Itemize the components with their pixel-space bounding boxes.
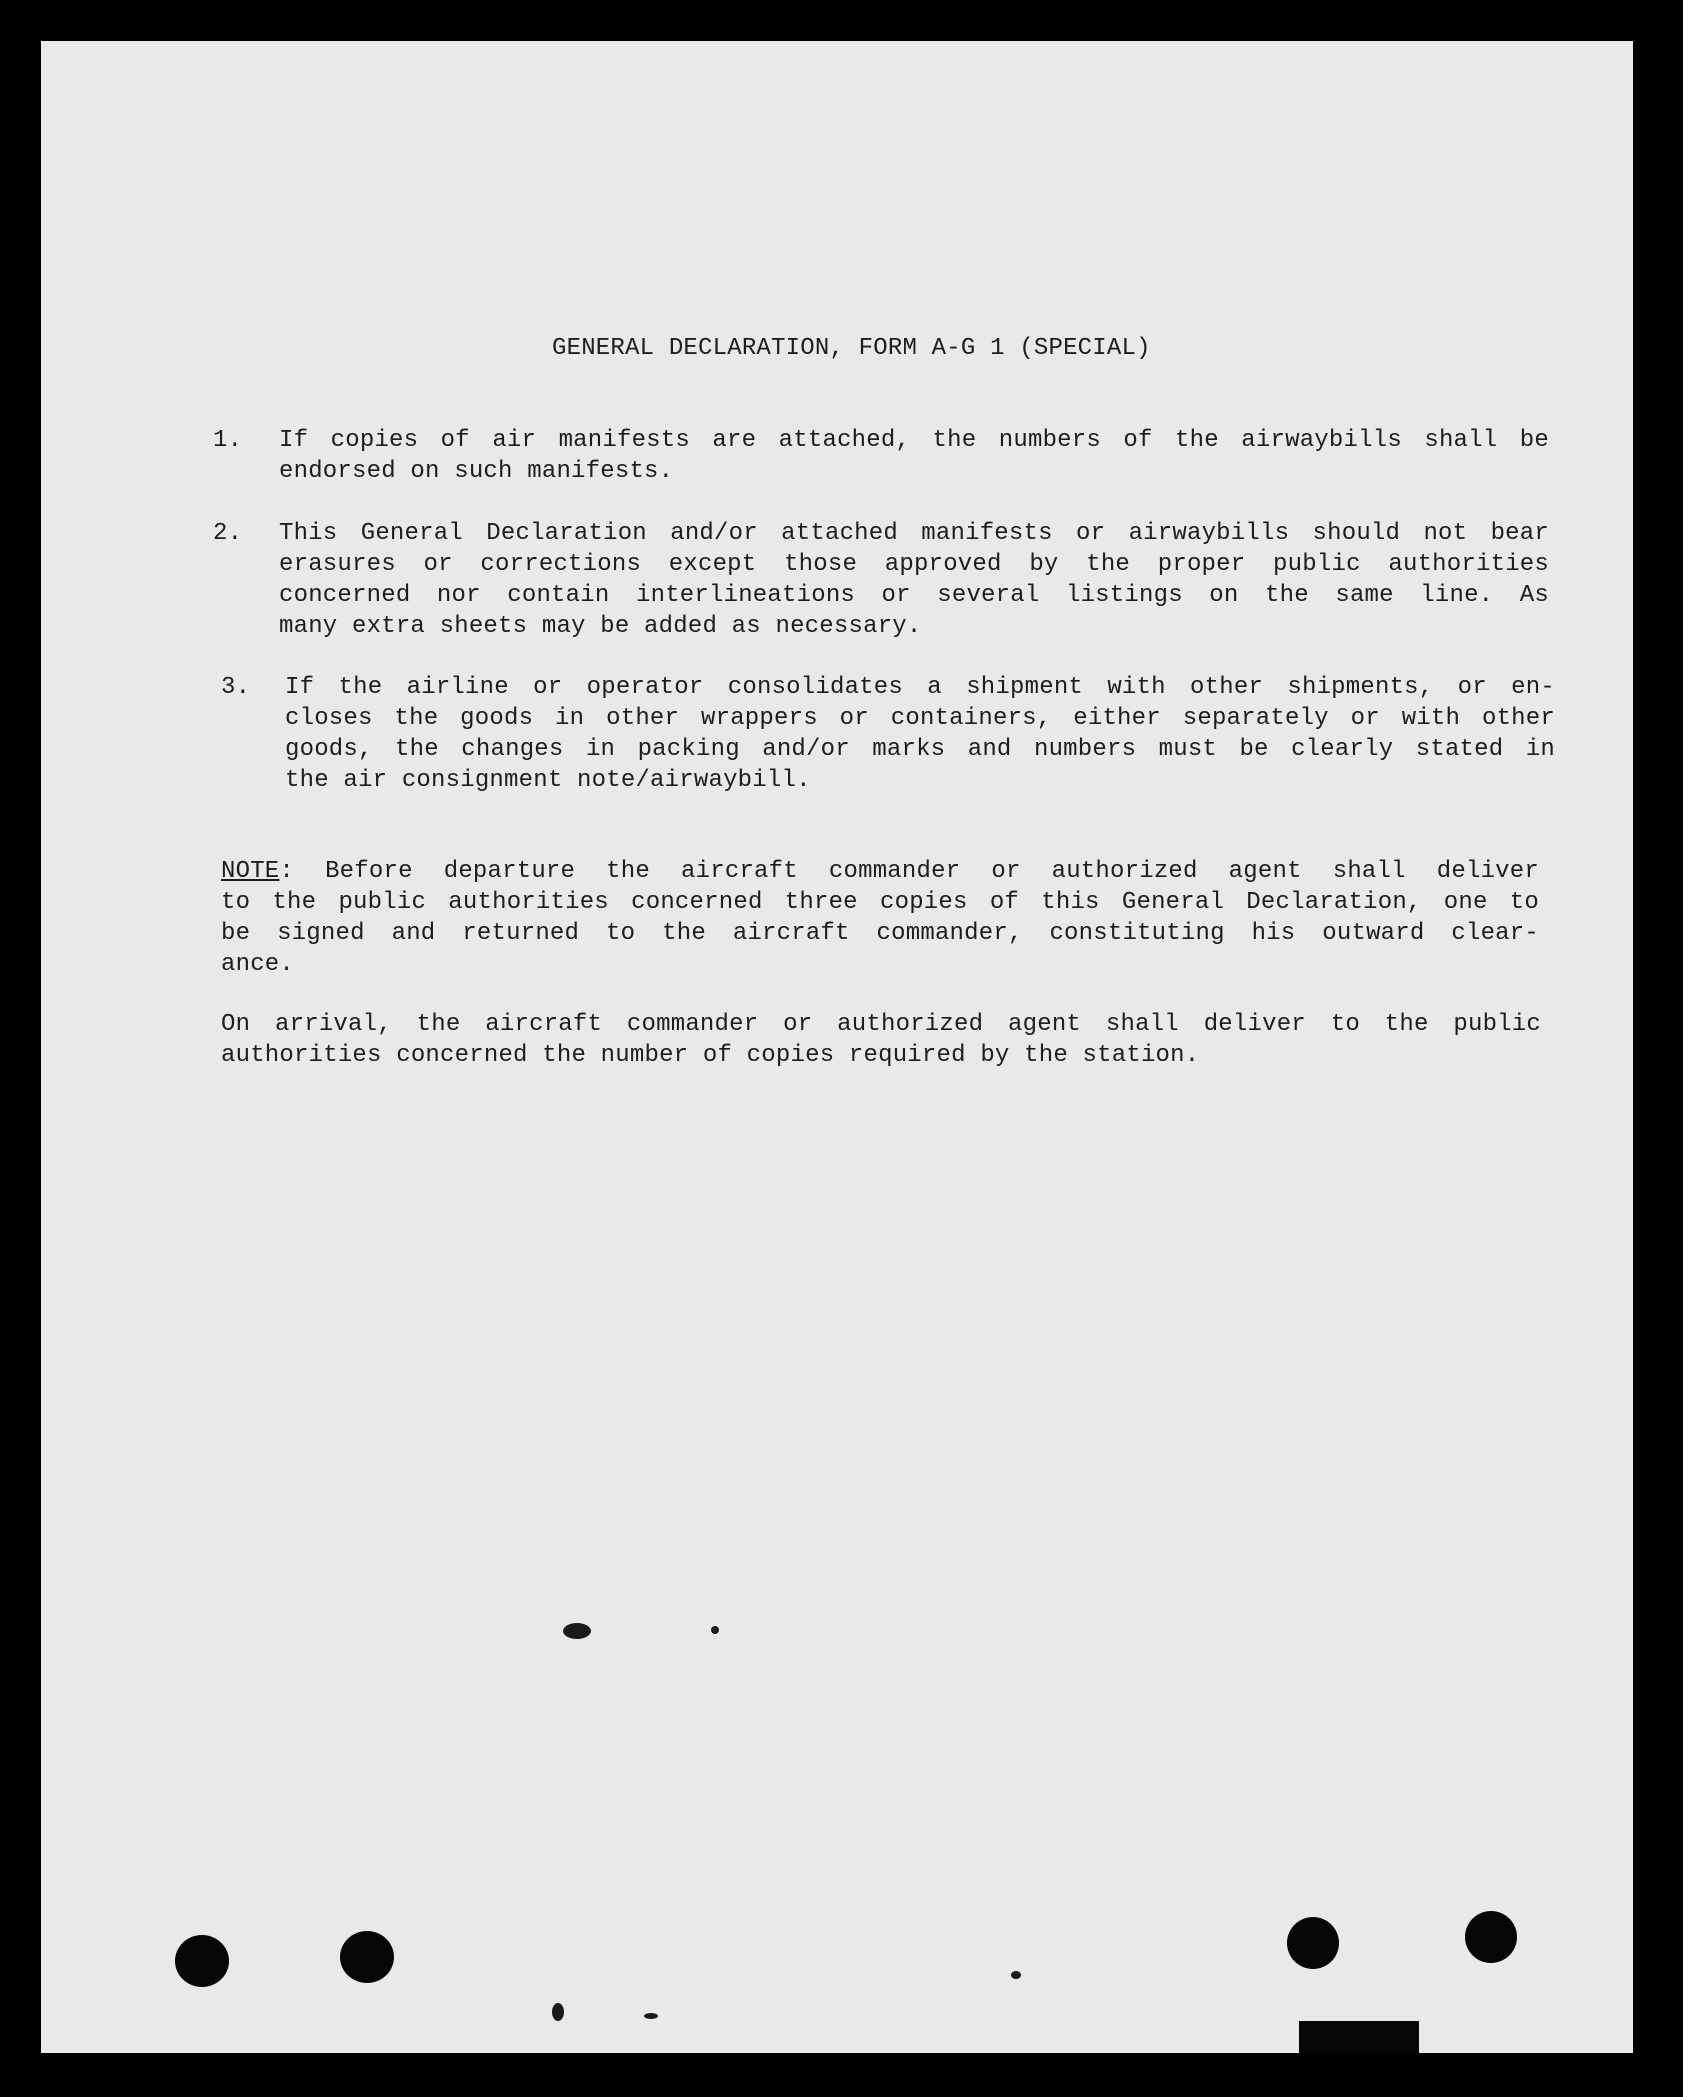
- item-line: This General Declaration and/or attached manifests or airwaybills should not bear: [279, 520, 1549, 547]
- list-item: [213, 425, 1549, 489]
- scan-edge-mark-icon: [1299, 2021, 1419, 2053]
- punch-hole-icon: [1465, 1911, 1517, 1963]
- item-line: erasures or corrections except those approved by the proper public authorities: [279, 551, 1549, 578]
- note-line: to the public authorities concerned three copies of this General Declaration, one to: [221, 889, 1539, 916]
- item-line: endorsed on such manifests.: [279, 458, 674, 485]
- note-line: : Before departure the aircraft commander or authorized agent shall deliver: [279, 858, 1539, 885]
- punch-hole-icon: [175, 1935, 229, 1987]
- arrival-line: On arrival, the aircraft commander or authorized agent shall deliver to the public: [221, 1011, 1541, 1038]
- note-label: NOTE: [221, 858, 280, 885]
- item-line: concerned nor contain interlineations or several listings on the same line. As: [279, 582, 1549, 609]
- item-number: 3.: [221, 674, 251, 701]
- item-number: 1.: [213, 427, 243, 454]
- item-line: closes the goods in other wrappers or containers, either separately or with other: [285, 705, 1555, 732]
- note-line: ance.: [221, 951, 295, 978]
- arrival-paragraph: [221, 1009, 1541, 1071]
- item-line: many extra sheets may be added as necessary.: [279, 613, 922, 640]
- item-line: the air consignment note/airwaybill.: [285, 767, 811, 794]
- item-line: If copies of air manifests are attached, the numbers of the airwaybills shall be: [279, 427, 1549, 454]
- item-number: 2.: [213, 520, 243, 547]
- item-text: [279, 425, 1549, 487]
- note-first-line: [221, 856, 1539, 887]
- document-page: [41, 41, 1633, 2053]
- item-text: [279, 518, 1549, 642]
- note-line: be signed and returned to the aircraft commander, constituting his outward clear-: [221, 920, 1539, 947]
- item-line: goods, the changes in packing and/or marks and numbers must be clearly stated in: [285, 736, 1555, 763]
- item-text: [285, 672, 1555, 796]
- item-line: If the airline or operator consolidates a shipment with other shipments, or en-: [285, 674, 1555, 701]
- ink-speck-icon: [552, 2003, 564, 2021]
- punch-hole-icon: [340, 1931, 394, 1983]
- list-item: [213, 518, 1549, 644]
- ink-speck-icon: [711, 1626, 719, 1634]
- arrival-line: authorities concerned the number of copies required by the station.: [221, 1042, 1200, 1069]
- ink-speck-icon: [563, 1623, 591, 1639]
- document-title: GENERAL DECLARATION, FORM A-G 1 (SPECIAL): [552, 335, 1151, 362]
- punch-hole-icon: [1287, 1917, 1339, 1969]
- list-item: [221, 672, 1555, 798]
- ink-speck-icon: [1011, 1971, 1021, 1979]
- note-paragraph: [221, 856, 1539, 980]
- ink-speck-icon: [644, 2013, 658, 2019]
